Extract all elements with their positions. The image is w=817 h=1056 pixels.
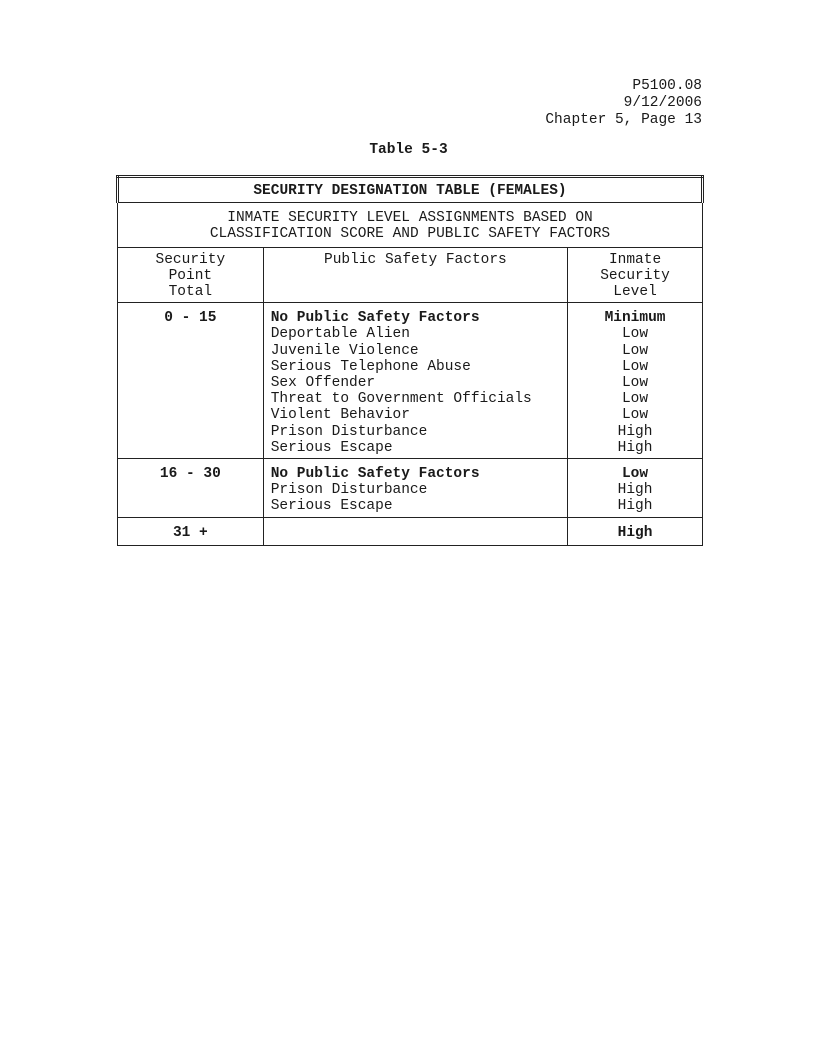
level-item: Low (621, 358, 649, 375)
factors-cell (263, 459, 567, 518)
factors-cell (263, 303, 567, 459)
level-item: High (617, 439, 653, 456)
header-text: Security (155, 251, 226, 268)
document-date: 9/12/2006 (623, 95, 702, 111)
level-item: High (617, 423, 653, 440)
level-item: Low (621, 326, 649, 343)
level-item: Minimum (604, 310, 666, 327)
points-cell: 31 + (118, 517, 264, 545)
factors-cell (263, 517, 567, 545)
column-header-points (118, 247, 264, 303)
column-header-level (568, 247, 703, 303)
factor-item: Serious Escape (270, 439, 393, 456)
table-row (118, 303, 703, 459)
points-cell: 0 - 15 (118, 303, 264, 459)
factor-item: No Public Safety Factors (270, 310, 480, 327)
level-item: High (617, 498, 653, 515)
level-item: Low (621, 375, 649, 392)
header-text: Inmate (608, 251, 662, 268)
factor-item: Serious Escape (270, 498, 393, 515)
factor-item: Juvenile Violence (270, 342, 419, 359)
chapter-page: Chapter 5, Page 13 (545, 112, 702, 128)
level-item: High (617, 524, 653, 541)
levels-cell (568, 459, 703, 518)
header-text: Security (600, 267, 670, 284)
factor-item: No Public Safety Factors (270, 466, 480, 483)
header-text: Level (613, 284, 657, 301)
level-item: Low (621, 466, 649, 483)
levels-cell (568, 517, 703, 545)
points-cell: 16 - 30 (118, 459, 264, 518)
column-header-row (118, 247, 703, 303)
factor-item: Prison Disturbance (270, 482, 428, 499)
document-header (545, 78, 702, 129)
security-designation-table (116, 175, 704, 546)
subtitle-line-1: INMATE SECURITY LEVEL ASSIGNMENTS BASED ON (227, 210, 593, 227)
level-item: Low (621, 407, 649, 424)
level-item: Low (621, 342, 649, 359)
column-header-factors: Public Safety Factors (263, 247, 567, 303)
table-title: SECURITY DESIGNATION TABLE (FEMALES) (118, 177, 703, 203)
factor-item: Violent Behavior (270, 407, 410, 424)
table-caption: Table 5-3 (369, 142, 448, 158)
subtitle-line-2: CLASSIFICATION SCORE AND PUBLIC SAFETY FACTORS (209, 226, 611, 243)
levels-cell (568, 303, 703, 459)
table-row (118, 517, 703, 545)
header-text: Total (168, 284, 213, 301)
level-item: Low (621, 391, 649, 408)
factor-item: Deportable Alien (270, 326, 410, 343)
factor-item: Threat to Government Officials (270, 391, 532, 408)
factor-item: Prison Disturbance (270, 423, 428, 440)
level-item: High (617, 482, 653, 499)
header-text: Point (168, 267, 213, 284)
document-number: P5100.08 (632, 78, 702, 94)
table-subtitle (118, 203, 703, 247)
table-row (118, 459, 703, 518)
factor-item: Serious Telephone Abuse (270, 358, 471, 375)
factor-item: Sex Offender (270, 375, 376, 392)
